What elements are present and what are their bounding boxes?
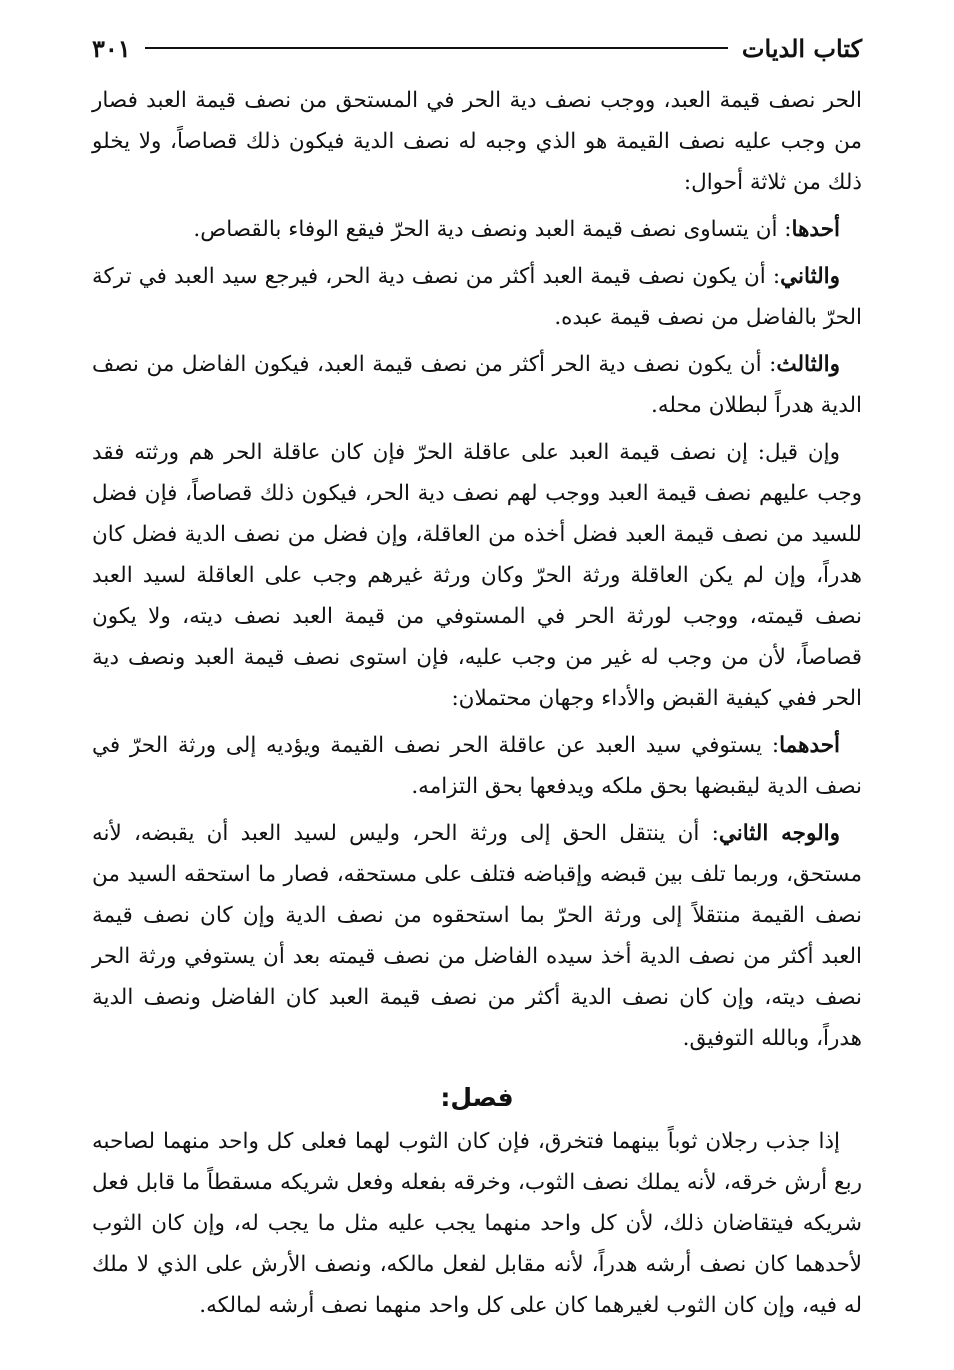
paragraph-7-lead: والوجه الثاني — [718, 821, 840, 846]
header-rule — [145, 47, 728, 49]
paragraph-6 — [92, 725, 862, 807]
section-heading: فصل: — [440, 1083, 514, 1112]
paragraph-4-lead: والثالث — [776, 352, 840, 377]
paragraph-3 — [92, 256, 862, 338]
book-title: كتاب الديات — [741, 33, 862, 63]
paragraph-5: وإن قيل: إن نصف قيمة العبد على عاقلة الحرّ فإن كان عاقلة الحر هم ورثته فقد وجب عليهم نصف قيمة العبد ووجب لهم نصف دية الحر، فيكون ذلك قصاصاً، فإن فضل للسيد من نصف قيمة العبد فضل أخذه من العاقلة، وإن فضل من نصف الدية فضل كان هدراً، وإن لم يكن العاقلة ورثة الحرّ وكان ورثة غيرهم وجب على العاقلة لسيد العبد نصف قيمته، ووجب لورثة الحر في المستوفي من قيمة العبد نصف ديته، ولا يكون قصاصاً، لأن من وجب له غير من وجب عليه، فإن استوى نصف قيمة العبد ونصف دية الحر ففي كيفية القبض والأداء وجهان محتملان: — [92, 440, 862, 711]
paragraph-2-lead: أحدها — [791, 217, 840, 242]
page-number: ٣٠١ — [92, 33, 131, 63]
paragraph-6-text: : يستوفي سيد العبد عن عاقلة الحر نصف القيمة ويؤديه إلى ورثة الحرّ في نصف الدية ليقبضها بحق ملكه ويدفعها بحق التزامه. — [92, 733, 862, 799]
paragraph-8: إذا جذب رجلان ثوباً بينهما فتخرق، فإن كان الثوب لهما فعلى كل واحد منهما لصاحبه ربع أرش خرقه، لأنه يملك نصف الثوب، وخرقه بفعله وفعل شريكه مسقطاً ما قابل فعل شريكه فيتقاضان ذلك، لأن كل واحد منهما يجب عليه مثل ما يجب له، وإن كان الثوب لأحدهما كان نصف أرشه هدراً، لأنه مقابل لفعل مالكه، ونصف الأرش على الذي لا ملك له فيه، وإن كان الثوب لغيرهما كان على كل واحد منهما نصف أرشه لمالكه. — [92, 1129, 862, 1318]
paragraph-2-text: : أن يتساوى نصف قيمة العبد ونصف دية الحرّ فيقع الوفاء بالقصاص. — [193, 217, 792, 242]
paragraph-2 — [92, 209, 862, 250]
paragraph-3-lead: والثاني — [780, 264, 840, 289]
paragraph-6-lead: أحدهما — [779, 733, 840, 758]
paragraph-7-text: : أن ينتقل الحق إلى ورثة الحر، وليس لسيد العبد أن يقبضه، لأنه مستحق، وربما تلف بين قبضه وإقباضه فتلف على مستحقه، فصار ما استحقه السيد من نصف القيمة منتقلاً إلى ورثة الحرّ بما استحقوه من نصف الدية وإن كان نصف قيمة العبد أكثر من نصف الدية أخذ سيده الفاضل من نصف قيمته بعد أن يستوفي ورثة الحر نصف ديته، وإن كان نصف الدية أكثر من نصف قيمة العبد كان الفاضل ونصف الدية هدراً، وبالله التوفيق. — [92, 821, 862, 1051]
paragraph-3-text: : أن يكون نصف قيمة العبد أكثر من نصف دية الحر، فيرجع سيد العبد في تركة الحرّ بالفاضل من نصف قيمة عبده. — [92, 264, 862, 330]
running-header — [92, 28, 862, 68]
paragraph-1: الحر نصف قيمة العبد، ووجب نصف دية الحر في المستحق من نصف قيمة العبد فصار من وجب عليه نصف القيمة هو الذي وجبه له نصف الدية فيكون ذلك قصاصاً، ولا يخلو ذلك من ثلاثة أحوال: — [92, 88, 862, 195]
paragraph-4-text: : أن يكون نصف دية الحر أكثر من نصف قيمة العبد، فيكون الفاضل من نصف الدية هدراً لبطلان محله. — [92, 352, 862, 418]
paragraph-7 — [92, 813, 862, 1059]
main-text — [92, 80, 862, 1332]
paragraph-4 — [92, 344, 862, 426]
